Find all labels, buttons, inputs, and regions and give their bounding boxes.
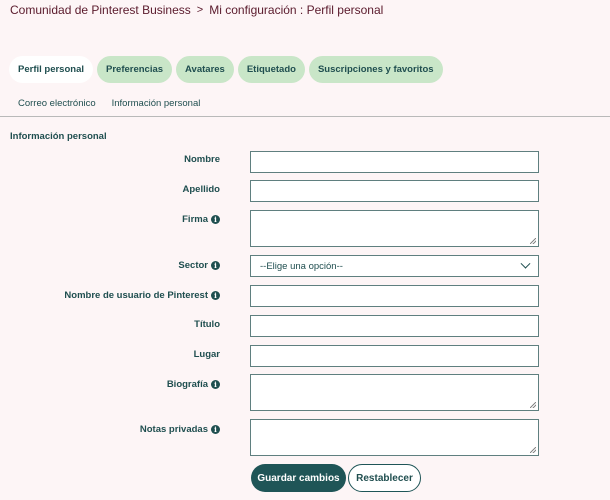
nombre-input[interactable] (250, 151, 539, 173)
reset-button[interactable]: Restablecer (348, 464, 421, 492)
sector-label: Sector i (178, 260, 220, 271)
apellido-label: Apellido (182, 184, 220, 195)
lugar-input[interactable] (250, 345, 539, 367)
notas-textarea[interactable] (250, 419, 539, 456)
titulo-label: Título (194, 319, 220, 330)
biografia-label: Biografía i (167, 379, 220, 390)
usuario-label: Nombre de usuario de Pinterest i (64, 290, 220, 301)
chevron-down-icon (521, 258, 531, 268)
breadcrumb (10, 3, 383, 17)
tab-suscripciones[interactable]: Suscripciones y favoritos (309, 56, 443, 83)
settings-tabs (9, 56, 443, 83)
subtabs (18, 98, 200, 109)
firma-label: Firma i (182, 214, 220, 225)
info-icon[interactable]: i (211, 215, 220, 224)
usuario-input[interactable] (250, 285, 539, 307)
subtab-informacion-personal[interactable]: Información personal (111, 98, 201, 109)
info-icon[interactable]: i (211, 425, 220, 434)
nombre-label: Nombre (184, 154, 220, 165)
save-button[interactable]: Guardar cambios (251, 464, 346, 492)
tab-preferencias[interactable]: Preferencias (97, 56, 172, 83)
firma-textarea[interactable] (250, 210, 539, 247)
notas-label: Notas privadas i (140, 424, 220, 435)
info-icon[interactable]: i (211, 380, 220, 389)
tab-etiquetado[interactable]: Etiquetado (238, 56, 305, 83)
titulo-input[interactable] (250, 315, 539, 337)
divider (0, 116, 610, 117)
sector-selected-value: --Elige una opción-- (260, 260, 343, 272)
section-title: Información personal (10, 131, 107, 142)
chevron-right-icon: > (196, 4, 204, 16)
apellido-input[interactable] (250, 180, 539, 202)
info-icon[interactable]: i (211, 291, 220, 300)
lugar-label: Lugar (193, 349, 220, 360)
tab-perfil-personal[interactable]: Perfil personal (9, 56, 93, 83)
biografia-textarea[interactable] (250, 374, 539, 411)
tab-avatares[interactable]: Avatares (176, 56, 234, 83)
breadcrumb-current: Mi configuración : Perfil personal (209, 3, 384, 17)
sector-select[interactable] (250, 255, 539, 277)
info-icon[interactable]: i (211, 261, 220, 270)
breadcrumb-root-link[interactable]: Comunidad de Pinterest Business (10, 3, 191, 17)
subtab-correo[interactable]: Correo electrónico (18, 98, 96, 109)
